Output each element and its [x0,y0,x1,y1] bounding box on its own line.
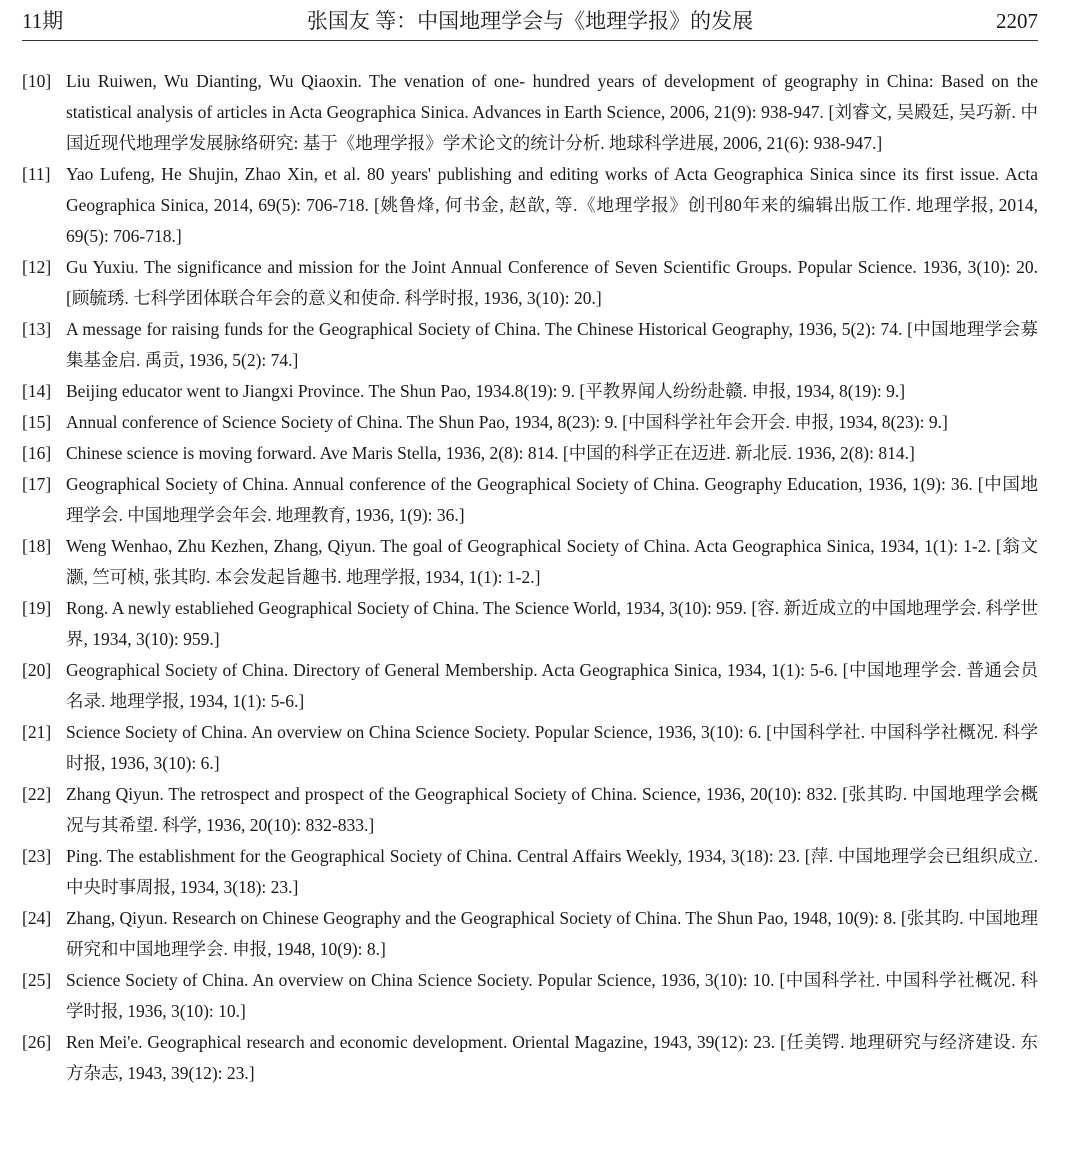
reference-item [22,1027,1038,1089]
reference-number: [11] [22,164,51,184]
reference-text: Liu Ruiwen, Wu Dianting, Wu Qiaoxin. The venation of one- hundred years of development of geography in China: Based on the statistical analysis of articles in Acta Geographica Sinica. Advances in Earth Science, 2006, 21(9): 938-947. [刘睿文, 吴殿廷, 吴巧新. 中国近现代地理学发展脉络研究: 基于《地理学报》学术论文的统计分析. 地球科学进展, 2006, 21(6): 938-947.] [66,71,1038,153]
reference-number: [26] [22,1032,52,1052]
reference-number: [24] [22,908,52,928]
reference-item [22,531,1038,593]
reference-item [22,841,1038,903]
reference-text: Ren Mei'e. Geographical research and economic development. Oriental Magazine, 1943, 39(12): 23. [任美锷. 地理研究与经济建设. 东方杂志, 1943, 39(12): 23.] [66,1032,1038,1083]
reference-list [22,66,1038,1089]
reference-text: Zhang Qiyun. The retrospect and prospect of the Geographical Society of China. Science, 1936, 20(10): 832. [张其昀. 中国地理学会概况与其希望. 科学, 1936, 20(10): 832-833.] [66,784,1038,835]
reference-item [22,469,1038,531]
reference-text: Annual conference of Science Society of China. The Shun Pao, 1934, 8(23): 9. [中国科学社年会开会. 申报, 1934, 8(23): 9.] [66,412,948,432]
running-title: 张国友 等：中国地理学会与《地理学报》的发展 [306,9,754,33]
reference-text: Gu Yuxiu. The significance and mission for the Joint Annual Conference of Seven Scientific Groups. Popular Science. 1936, 3(10): 20. [顾毓琇. 七科学团体联合年会的意义和使命. 科学时报, 1936, 3(10): 20.] [66,257,1038,308]
reference-number: [10] [22,71,52,91]
issue-number: 11期 [22,9,64,33]
reference-number: [17] [22,474,52,494]
reference-number: [21] [22,722,52,742]
reference-text: Zhang, Qiyun. Research on Chinese Geography and the Geographical Society of China. The Shun Pao, 1948, 10(9): 8. [张其昀. 中国地理研究和中国地理学会. 申报, 1948, 10(9): 8.] [66,908,1038,959]
reference-text: Geographical Society of China. Directory of General Membership. Acta Geographica Sinica, 1934, 1(1): 5-6. [中国地理学会. 普通会员名录. 地理学报, 1934, 1(1): 5-6.] [66,660,1038,711]
reference-text: Science Society of China. An overview on China Science Society. Popular Science, 1936, 3(10): 10. [中国科学社. 中国科学社概况. 科学时报, 1936, 3(10): 10.] [66,970,1038,1021]
reference-number: [25] [22,970,52,990]
reference-number: [20] [22,660,52,680]
reference-item [22,438,1038,469]
reference-number: [23] [22,846,52,866]
reference-item [22,779,1038,841]
reference-item [22,159,1038,252]
reference-text: Science Society of China. An overview on China Science Society. Popular Science, 1936, 3(10): 6. [中国科学社. 中国科学社概况. 科学时报, 1936, 3(10): 6.] [66,722,1038,773]
reference-item [22,66,1038,159]
reference-item [22,252,1038,314]
reference-item [22,965,1038,1027]
header-rule [22,40,1038,41]
reference-text: Chinese science is moving forward. Ave Maris Stella, 1936, 2(8): 814. [中国的科学正在迈进. 新北辰. 1936, 2(8): 814.] [66,443,915,463]
reference-item [22,655,1038,717]
reference-text: Weng Wenhao, Zhu Kezhen, Zhang, Qiyun. The goal of Geographical Society of China. Acta Geographica Sinica, 1934, 1(1): 1-2. [翁文灏, 竺可桢, 张其昀. 本会发起旨趣书. 地理学报, 1934, 1(1): 1-2.] [66,536,1038,587]
reference-text: Beijing educator went to Jiangxi Province. The Shun Pao, 1934.8(19): 9. [平教界闻人纷纷赴赣. 申报, 1934, 8(19): 9.] [66,381,906,401]
reference-item [22,376,1038,407]
reference-item [22,407,1038,438]
reference-number: [22] [22,784,52,804]
reference-number: [19] [22,598,52,618]
reference-text: Rong. A newly establiehed Geographical Society of China. The Science World, 1934, 3(10): 959. [容. 新近成立的中国地理学会. 科学世界, 1934, 3(10): 959.] [66,598,1038,649]
reference-item [22,593,1038,655]
reference-item [22,314,1038,376]
running-header [22,6,1038,36]
reference-text: Yao Lufeng, He Shujin, Zhao Xin, et al. 80 years' publishing and editing works of Acta Geographica Sinica since its first issue. Acta Geographica Sinica, 2014, 69(5): 706-718. [姚鲁烽, 何书金, 赵歆, 等.《地理学报》创刊80年来的编辑出版工作. 地理学报, 2014, 69(5): 706-718.] [66,164,1038,246]
reference-text: Ping. The establishment for the Geographical Society of China. Central Affairs Weekly, 1934, 3(18): 23. [萍. 中国地理学会已组织成立. 中央时事周报, 1934, 3(18): 23.] [66,846,1038,897]
reference-text: Geographical Society of China. Annual conference of the Geographical Society of China. Geography Education, 1936, 1(9): 36. [中国地理学会. 中国地理学会年会. 地理教育, 1936, 1(9): 36.] [66,474,1038,525]
reference-item [22,903,1038,965]
page-number: 2207 [996,9,1038,33]
reference-number: [18] [22,536,52,556]
reference-text: A message for raising funds for the Geographical Society of China. The Chinese Historical Geography, 1936, 5(2): 74. [中国地理学会募集基金启. 禹贡, 1936, 5(2): 74.] [66,319,1038,370]
reference-number: [15] [22,412,52,432]
reference-number: [16] [22,443,52,463]
reference-number: [14] [22,381,52,401]
reference-number: [13] [22,319,52,339]
reference-number: [12] [22,257,52,277]
reference-item [22,717,1038,779]
